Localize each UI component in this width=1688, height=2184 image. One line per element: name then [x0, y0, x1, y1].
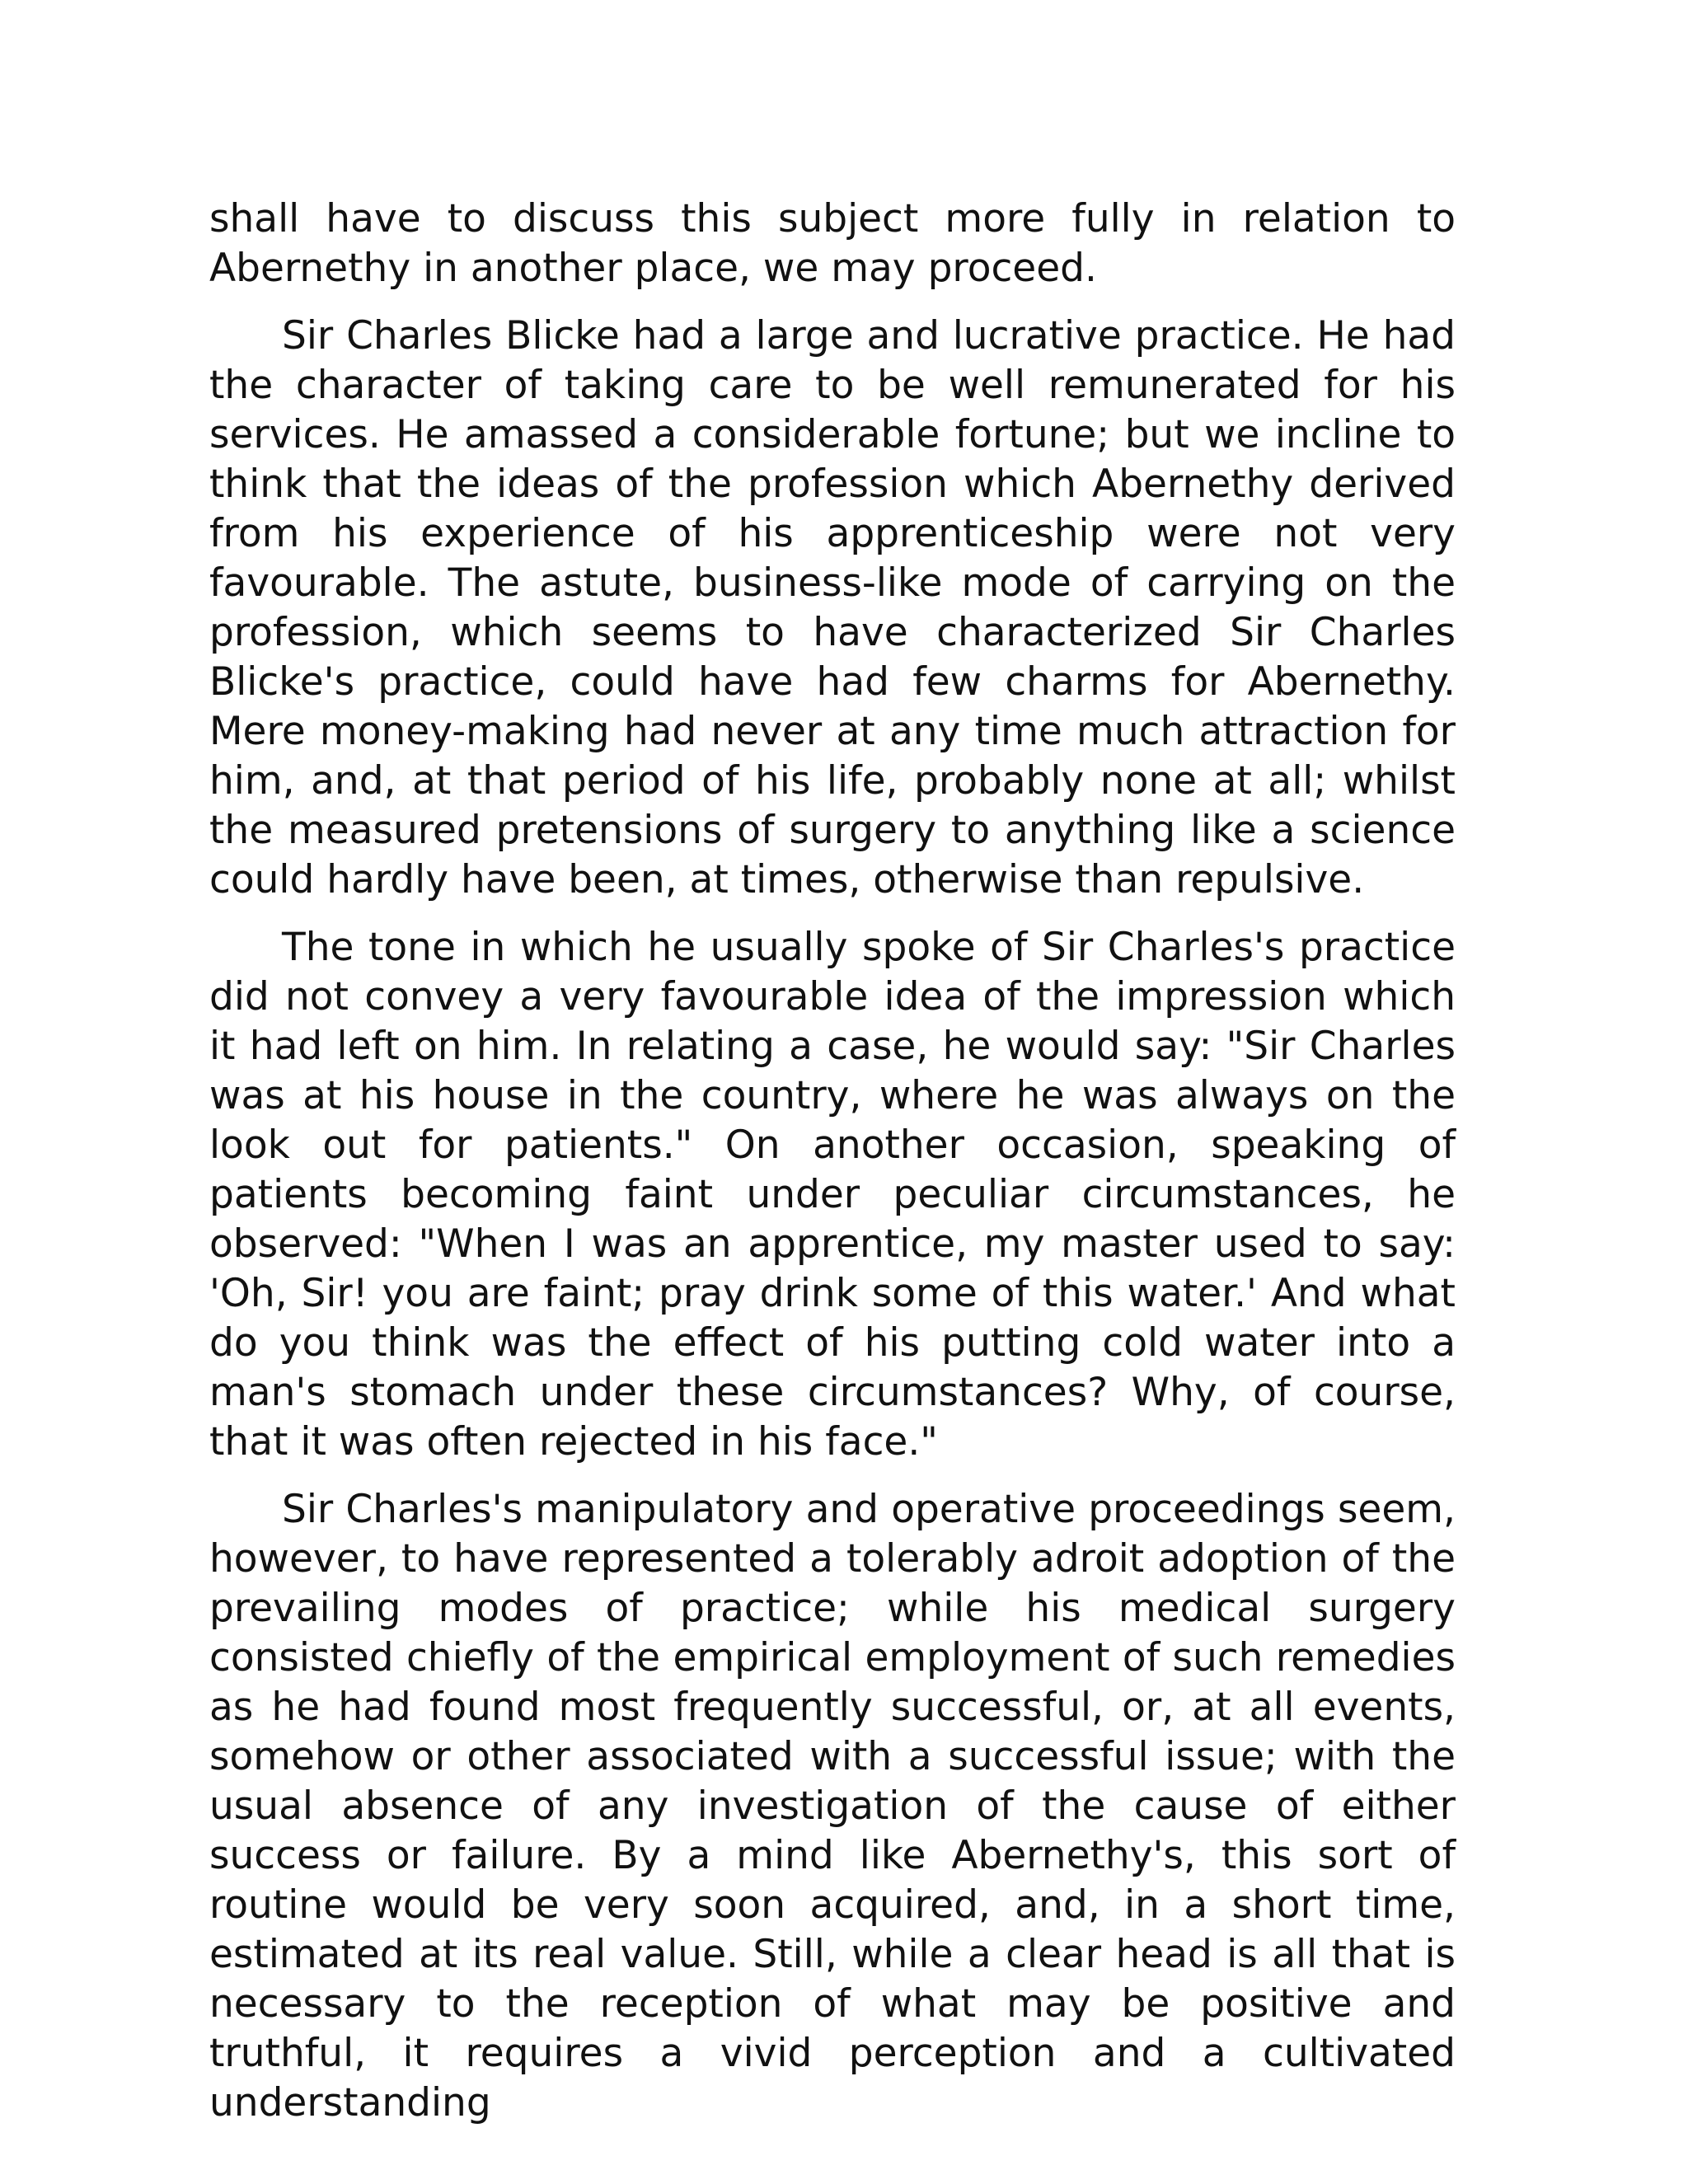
- paragraph-blicke-practice: Sir Charles Blicke had a large and lucrative practice. He had the character of taking care to be well remunerated for his services. He amassed a considerable fortune; but we incline to think that the ideas of the profession which Abernethy derived from his experience of his apprenticeship were not very favourable. The astute, business-like mode of carrying on the profession, which seems to have characterized Sir Charles Blicke's practice, could have had few charms for Abernethy. Mere money-making had never at any time much attraction for him, and, at that period of his life, probably none at all; whilst the measured pretensions of surgery to anything like a science could hardly have been, at times, otherwise than repulsive.: [209, 313, 1456, 902]
- paragraph-continued: shall have to discuss this subject more fully in relation to Abernethy in another place, we may proceed.: [209, 196, 1456, 291]
- book-page: [209, 194, 1456, 2128]
- paragraph-manipulatory: Sir Charles's manipulatory and operative proceedings seem, however, to have represented a tolerably adroit adoption of the prevailing modes of practice; while his medical surgery consisted chiefly of the empirical employment of such remedies as he had found most frequently successful, or, at all events, somehow or other associated with a successful issue; with the usual absence of any investigation of the cause of either success or failure. By a mind like Abernethy's, this sort of routine would be very soon acquired, and, in a short time, estimated at its real value. Still, while a clear head is all that is necessary to the reception of what may be positive and truthful, it requires a vivid perception and a cultivated understanding: [209, 1487, 1456, 2125]
- paragraph-tone: The tone in which he usually spoke of Sir Charles's practice did not convey a very favourable idea of the impression which it had left on him. In relating a case, he would say: "Sir Charles was at his house in the country, where he was always on the look out for patients." On another occasion, speaking of patients becoming faint under peculiar circumstances, he observed: "When I was an apprentice, my master used to say: 'Oh, Sir! you are faint; pray drink some of this water.' And what do you think was the effect of his putting cold water into a man's stomach under these circumstances? Why, of course, that it was often rejected in his face.": [209, 925, 1456, 1465]
